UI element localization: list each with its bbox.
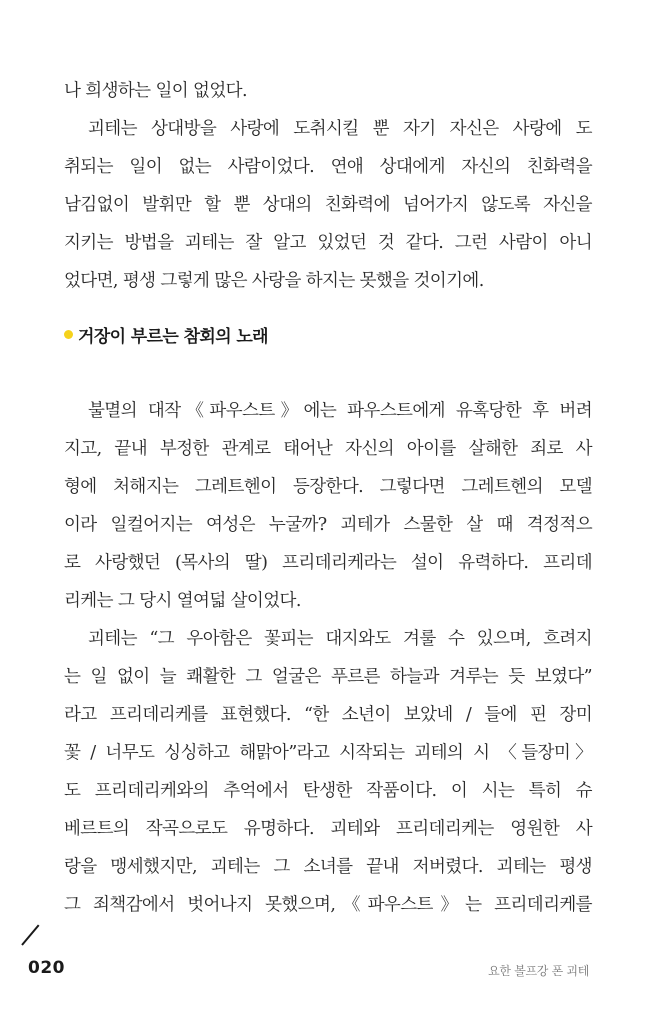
text-line: 괴테는 상대방을 사랑에 도취시킬 뿐 자기 자신은 사랑에 도 [88,119,592,139]
text-line: 남김없이 발휘만 할 뿐 상대의 친화력에 넘어가지 않도록 자신을 [64,195,592,215]
text-line: 는 일 없이 늘 쾌활한 그 얼굴은 푸르른 하늘과 겨루는 듯 보였다” [64,667,592,687]
text-line: 나 희생하는 일이 없었다. [64,81,247,101]
section-heading [64,322,268,347]
bullet-icon [64,330,73,339]
text-line: 라고 프리데리케를 표현했다. “한 소년이 보았네 / 들에 핀 장미 [64,705,592,725]
text-line: 지키는 방법을 괴테는 잘 알고 있었던 것 같다. 그런 사람이 아니 [64,233,592,253]
text-line: 불멸의 대작《파우스트》에는 파우스트에게 유혹당한 후 버려 [88,401,592,421]
text-line: 괴테는 “그 우아함은 꽃피는 대지와도 겨룰 수 있으며, 흐려지 [88,629,592,649]
body-text-top [64,72,592,300]
page-number: 020 [28,958,65,978]
text-line: 지고, 끝내 부정한 관계로 태어난 자신의 아이를 살해한 죄로 사 [64,439,592,459]
section-heading-text: 거장이 부르는 참회의 노래 [78,327,268,347]
page-number-slash-icon [21,924,39,945]
text-line: 도 프리데리케와의 추억에서 탄생한 작품이다. 이 시는 특히 슈 [64,781,592,801]
text-line: 로 사랑했던 (목사의 딸) 프리데리케라는 설이 유력하다. 프리데 [64,553,592,573]
text-line: 베르트의 작곡으로도 유명하다. 괴테와 프리데리케는 영원한 사 [64,819,592,839]
text-line: 리케는 그 당시 열여덟 살이었다. [64,591,301,611]
text-line: 이라 일컬어지는 여성은 누굴까? 괴테가 스물한 살 때 격정적으 [64,515,592,535]
body-text-section [64,392,592,924]
text-line: 랑을 맹세했지만, 괴테는 그 소녀를 끝내 저버렸다. 괴테는 평생 [64,857,592,877]
text-line: 었다면, 평생 그렇게 많은 사랑을 하지는 못했을 것이기에. [64,271,484,291]
text-line: 형에 처해지는 그레트헨이 등장한다. 그렇다면 그레트헨의 모델 [64,477,592,497]
text-line: 꽃 / 너무도 싱싱하고 해맑아”라고 시작되는 괴테의 시 〈들장미〉 [64,743,592,763]
text-line: 취되는 일이 없는 사람이었다. 연애 상대에게 자신의 친화력을 [64,157,592,177]
running-footer-title: 요한 볼프강 폰 괴테 [488,964,589,978]
text-line: 그 죄책감에서 벗어나지 못했으며,《파우스트》는 프리데리케를 [64,895,592,915]
